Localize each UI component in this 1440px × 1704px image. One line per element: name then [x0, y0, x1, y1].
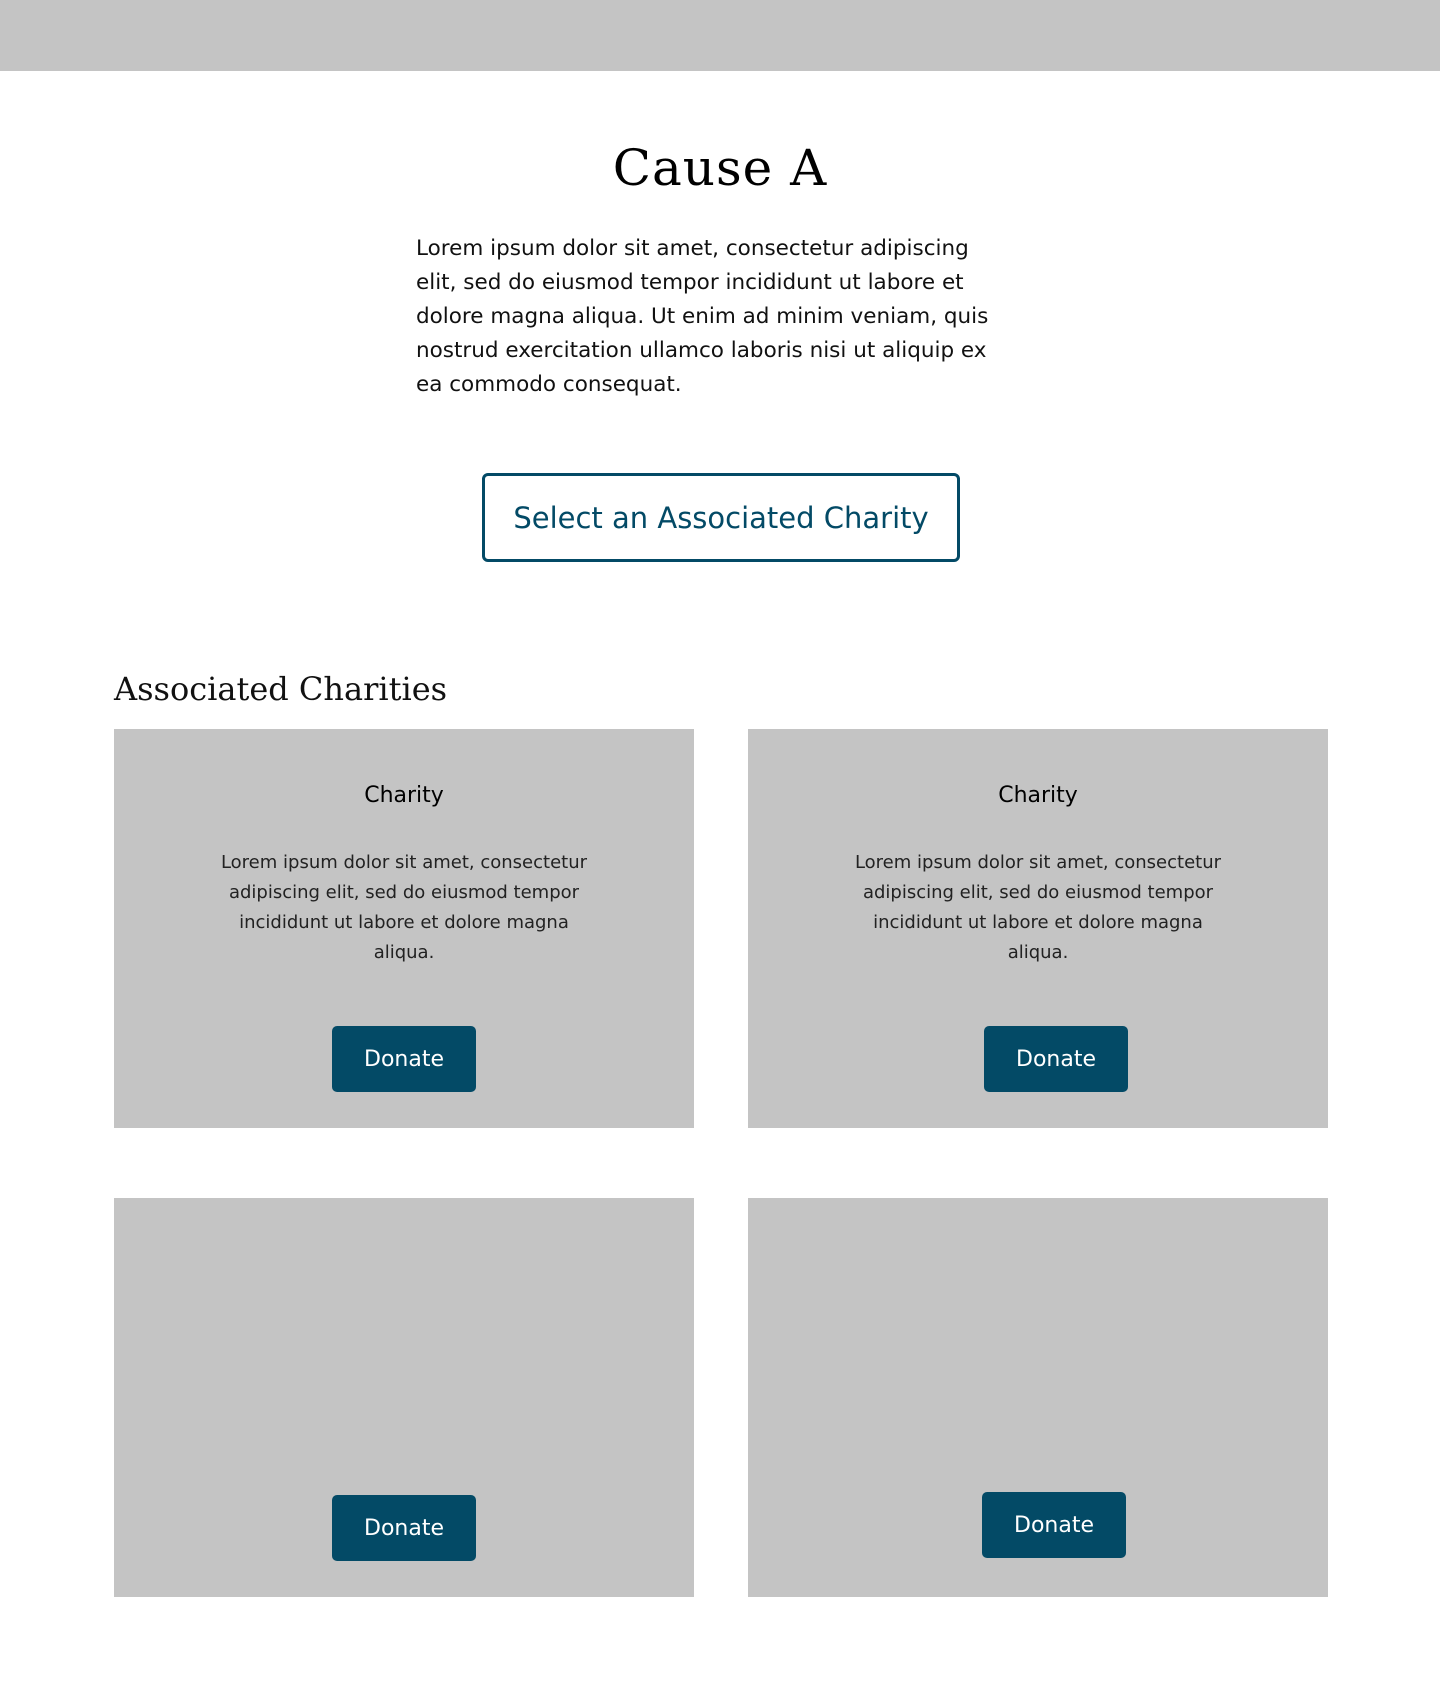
page-title: Cause A	[612, 139, 828, 197]
charity-card	[114, 729, 694, 1128]
charity-card	[748, 1198, 1328, 1597]
donate-button[interactable]: Donate	[332, 1026, 476, 1092]
donate-button[interactable]: Donate	[982, 1492, 1126, 1558]
charity-card	[114, 1198, 694, 1597]
top-navigation-bar	[0, 0, 1440, 71]
donate-button[interactable]: Donate	[984, 1026, 1128, 1092]
cause-description: Lorem ipsum dolor sit amet, consectetur adipiscing elit, sed do eiusmod tempor incididunt ut labore et dolore magna aliqua. Ut enim ad minim veniam, quis nostrud exercitation ullamco laboris nisi ut aliquip ex ea commodo consequat.	[416, 236, 989, 397]
charity-card-description: Lorem ipsum dolor sit amet, consectetur adipiscing elit, sed do eiusmod tempor incididunt ut labore et dolore magna aliqua.	[220, 852, 588, 963]
select-associated-charity-button[interactable]: Select an Associated Charity	[482, 473, 960, 562]
charity-card-title: Charity	[998, 783, 1078, 808]
charity-card-title: Charity	[364, 783, 444, 808]
associated-charities-heading: Associated Charities	[114, 670, 448, 708]
donate-button[interactable]: Donate	[332, 1495, 476, 1561]
charity-card	[748, 729, 1328, 1128]
charity-card-description: Lorem ipsum dolor sit amet, consectetur adipiscing elit, sed do eiusmod tempor incididunt ut labore et dolore magna aliqua.	[854, 852, 1222, 963]
